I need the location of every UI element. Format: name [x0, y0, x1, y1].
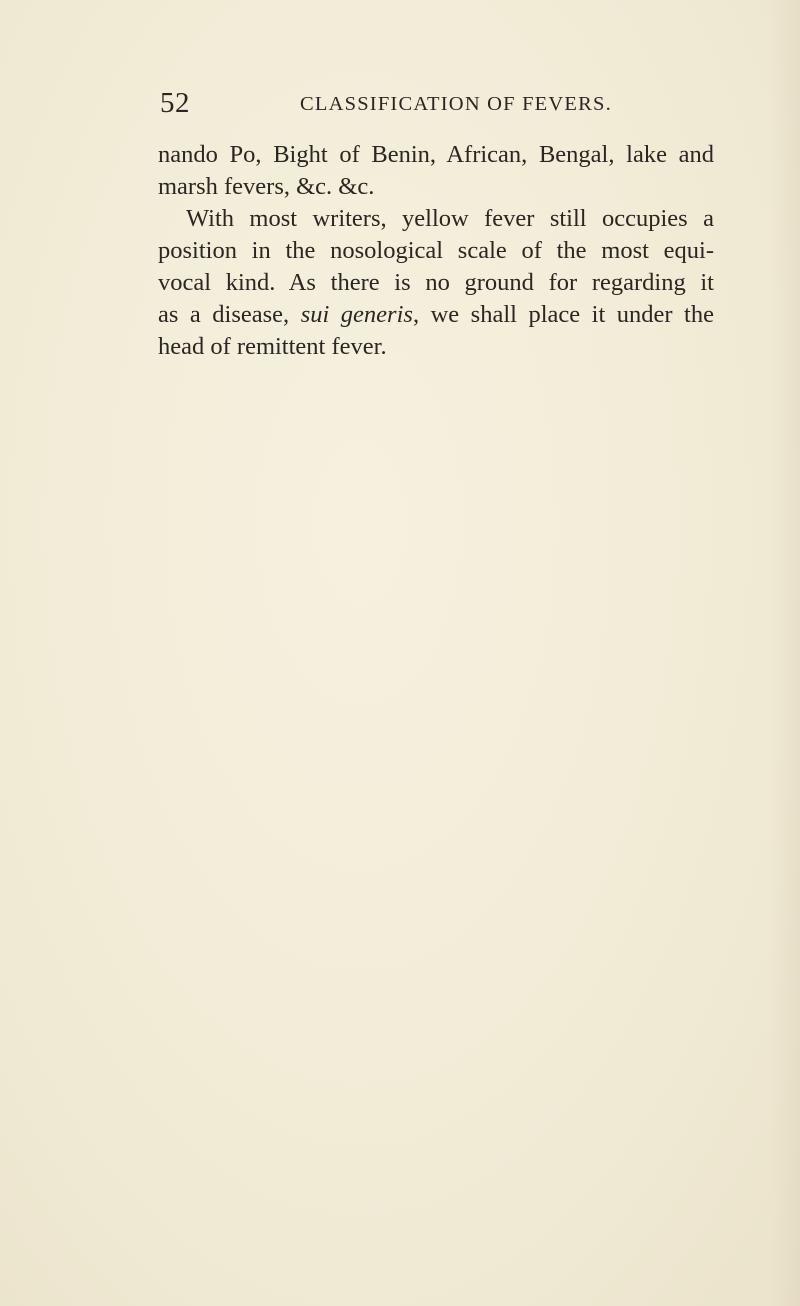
running-title: CLASSIFICATION OF FEVERS. [300, 93, 612, 115]
page-edge-shading [770, 0, 800, 1306]
page-number: 52 [160, 87, 190, 119]
text-line: position in the nosological scale of the most equi- [158, 237, 714, 264]
text-span: , we shall place it under the [412, 301, 714, 328]
text-line: nando Po, Bight of Benin, African, Bengal, lake and [158, 141, 714, 168]
italic-phrase: sui generis [300, 301, 413, 328]
text-line [158, 299, 714, 331]
text-span: as a disease, [158, 301, 301, 328]
text-line: vocal kind. As there is no ground for regarding it [158, 269, 714, 296]
text-line: With most writers, yellow fever still occupies a [186, 205, 714, 232]
body-text [158, 139, 714, 363]
text-line: head of remittent fever. [158, 333, 387, 360]
text-line: marsh fevers, &c. &c. [158, 173, 375, 200]
running-head [160, 86, 712, 120]
